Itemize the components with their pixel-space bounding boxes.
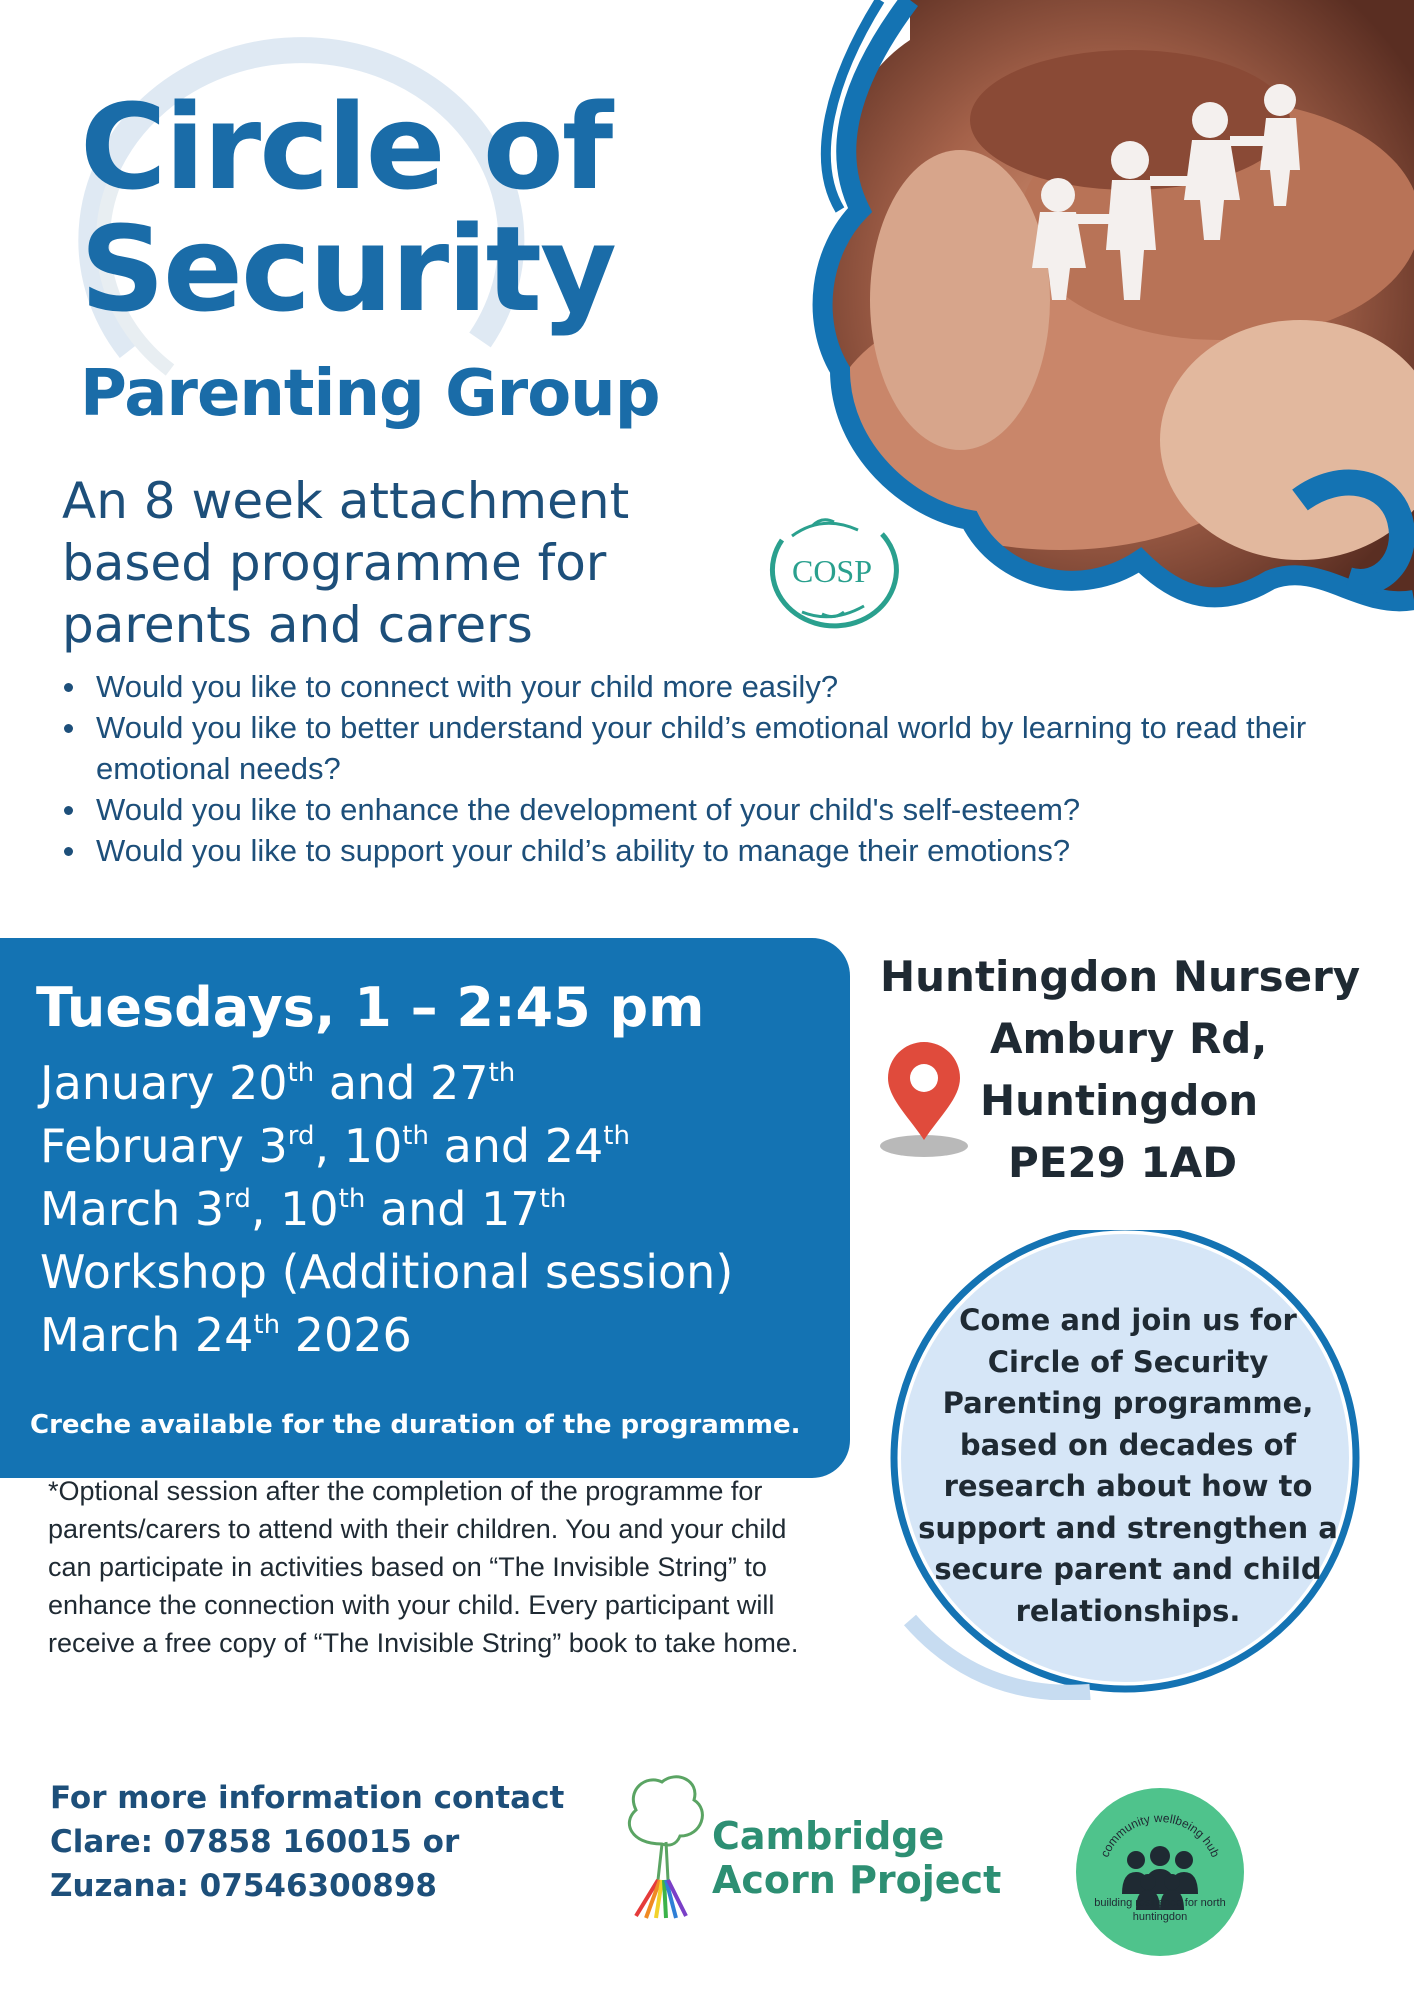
date-line-workshop: Workshop (Additional session): [40, 1245, 734, 1299]
title-line-2: Security: [80, 200, 615, 338]
tagline-line-1: An 8 week attachment: [62, 472, 630, 530]
title-line-1: Circle of: [80, 78, 612, 216]
list-item: Would you like to better understand your child’s emotional world by learning to read their emotional needs?: [62, 707, 1392, 789]
creche-note: Creche available for the duration of the programme.: [30, 1410, 801, 1440]
schedule-heading: Tuesdays, 1 – 2:45 pm: [36, 976, 705, 1039]
contact-info: [50, 1776, 564, 1908]
tagline-line-3: parents and carers: [62, 596, 533, 654]
schedule-panel: [0, 938, 850, 1478]
date-line-january: January 20th and 27th: [40, 1056, 516, 1110]
date-line-final: March 24th 2026: [40, 1308, 412, 1362]
date-line-march: March 3rd, 10th and 17th: [40, 1182, 567, 1236]
list-item: Would you like to support your child’s ability to manage their emotions?: [62, 830, 1392, 871]
hub-top-text: community wellbeing hub: [1097, 1810, 1223, 1860]
list-item: Would you like to enhance the development of your child's self-esteem?: [62, 789, 1392, 830]
acorn-tree-icon: [622, 1770, 708, 1924]
location-town: Huntingdon: [980, 1076, 1259, 1125]
map-pin-icon: [878, 1040, 974, 1164]
wellbeing-hub-logo: [1074, 1786, 1246, 1962]
hub-bottom-text: building resilience for north huntingdon: [1094, 1897, 1226, 1923]
acorn-project-logo-text: [712, 1814, 1001, 1902]
invite-text: Come and join us for Circle of Security Parenting programme, based on decades of research about how to support and strengthen a secure parent and child relationships.: [918, 1303, 1338, 1628]
subtitle: Parenting Group: [80, 357, 660, 431]
tagline: [62, 470, 629, 656]
hands-photo: [800, 0, 1414, 640]
workshop-footnote: *Optional session after the completion of the programme for parents/carers to attend with their children. You and your child can participate in activities based on “The Invisible String” to enhance the connection with your child. Every participant will receive a free copy of “The Invisible String” book to take home.: [48, 1476, 799, 1658]
location-postcode: PE29 1AD: [1008, 1138, 1238, 1187]
contact-line-zuzana: Zuzana: 07546300898: [50, 1868, 437, 1904]
contact-line-clare: Clare: 07858 160015 or: [50, 1824, 460, 1860]
contact-line-1: For more information contact: [50, 1780, 565, 1816]
date-line-february: February 3rd, 10th and 24th: [40, 1119, 630, 1173]
location-street: Ambury Rd,: [990, 1014, 1268, 1063]
cosp-label: COSP: [791, 553, 873, 589]
acorn-line-2: Acorn Project: [712, 1858, 1002, 1902]
list-item: Would you like to connect with your child more easily?: [62, 666, 1392, 707]
acorn-line-1: Cambridge: [712, 1814, 945, 1858]
question-list: [62, 666, 1392, 871]
tagline-line-2: based programme for: [62, 534, 607, 592]
location-name: Huntingdon Nursery: [880, 952, 1361, 1001]
